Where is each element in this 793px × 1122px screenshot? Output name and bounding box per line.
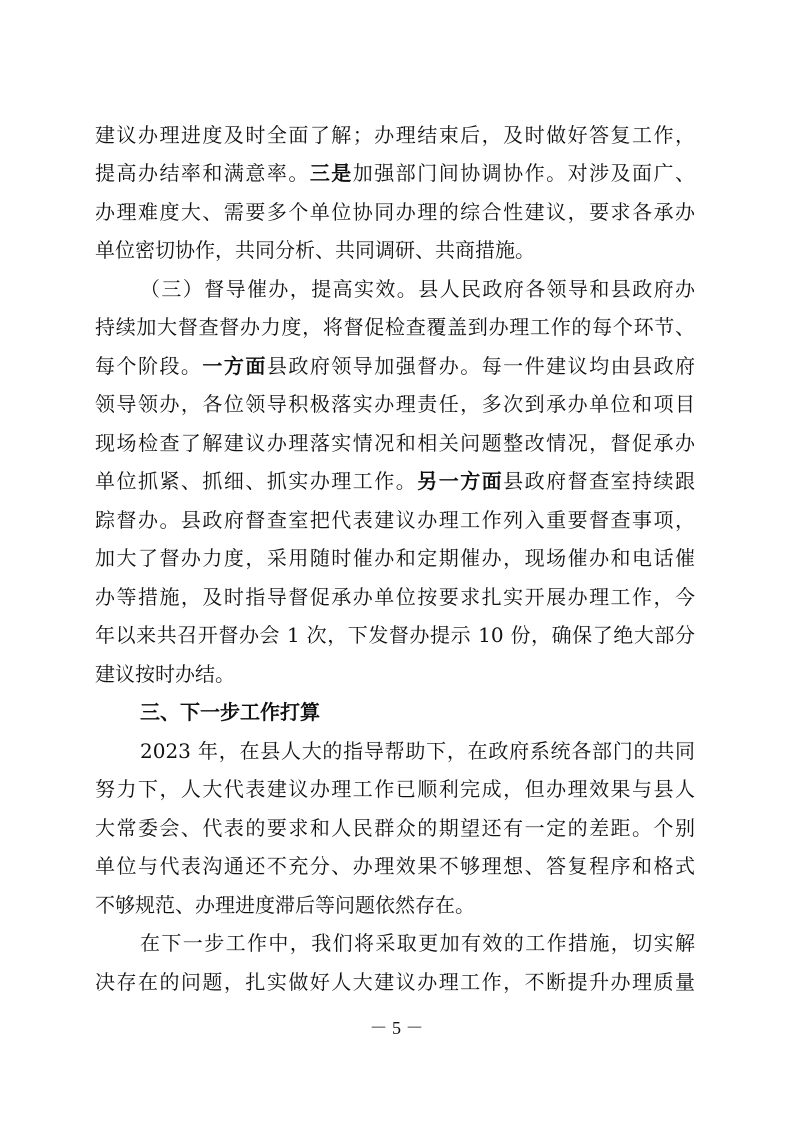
body-text-line	[95, 655, 695, 693]
body-text-line	[95, 539, 695, 577]
text-span: 办等措施，及时指导督促承办单位按要求扎实开展办理工作，今	[95, 585, 695, 609]
body-text-line	[95, 385, 695, 423]
text-span: 单位抓紧、抓细、抓实办理工作。	[95, 469, 418, 493]
body-text-line	[95, 578, 695, 616]
text-span: 县政府督查室持续跟	[503, 469, 696, 493]
text-span: 2023 年，在县人大的指导帮助下，在政府系统各部门的共同	[140, 739, 695, 763]
body-text-line	[95, 501, 695, 539]
text-span: 办理难度大、需要多个单位协同办理的综合性建议，要求各承办	[95, 200, 695, 224]
text-span: 加强部门间协调协作。对涉及面广、	[352, 161, 696, 185]
text-span: 建议办理进度及时全面了解；办理结束后，及时做好答复工作，	[95, 123, 695, 147]
body-text-line	[95, 886, 695, 924]
body-text-line	[95, 193, 695, 231]
body-text-line	[95, 308, 695, 346]
text-span: 大常委会、代表的要求和人民群众的期望还有一定的差距。个别	[95, 816, 695, 840]
section-heading: 三、下一步工作打算	[140, 700, 320, 724]
text-span: 县政府领导加强督办。每一件建议均由县政府	[266, 354, 696, 378]
body-text-line	[95, 462, 695, 500]
text-span: 现场检查了解建议办理落实情况和相关问题整改情况，督促承办	[95, 431, 695, 455]
text-span: 在下一步工作中，我们将采取更加有效的工作措施，切实解	[140, 931, 695, 955]
text-span: （三）督导催办，提高实效。县人民政府各领导和县政府办	[140, 277, 695, 301]
text-span: 单位密切协作，共同分析、共同调研、共商措施。	[95, 238, 535, 262]
page-number: － 5 －	[369, 1018, 424, 1038]
body-text-line	[95, 963, 695, 1001]
text-span: 加大了督办力度，采用随时催办和定期催办，现场催办和电话催	[95, 546, 695, 570]
text-span: 单位与代表沟通还不充分、办理效果不够理想、答复程序和格式	[95, 854, 695, 878]
body-text-line	[95, 231, 695, 269]
body-text-line	[140, 924, 695, 962]
text-span: 每个阶段。	[95, 354, 203, 378]
emphasis-keyword: 一方面	[202, 354, 267, 378]
text-span: 持续加大督查督办力度，将督促检查覆盖到办理工作的每个环节、	[95, 315, 695, 339]
body-text-line	[95, 616, 695, 654]
body-text-line	[95, 809, 695, 847]
body-text-line	[95, 424, 695, 462]
body-text-line	[95, 154, 695, 192]
text-span: 年以来共召开督办会 1 次，下发督办提示 10 份，确保了绝大部分	[95, 623, 695, 647]
emphasis-keyword: 另一方面	[417, 469, 504, 493]
text-span: 不够规范、办理进度滞后等问题依然存在。	[95, 893, 475, 917]
body-text-line	[95, 847, 695, 885]
text-span: 努力下，人大代表建议办理工作已顺利完成，但办理效果与县人	[95, 777, 695, 801]
body-text-line	[95, 116, 695, 154]
text-span: 踪督办。县政府督查室把代表建议办理工作列入重要督查事项，	[95, 508, 695, 532]
body-text-line	[95, 770, 695, 808]
body-text-line	[140, 270, 695, 308]
text-span: 领导领办，各位领导积极落实办理责任，多次到承办单位和项目	[95, 392, 695, 416]
emphasis-keyword: 三是	[309, 161, 353, 185]
body-text-line	[140, 732, 695, 770]
text-span: 建议按时办结。	[95, 662, 235, 686]
body-text-line	[95, 347, 695, 385]
text-span: 决存在的问题，扎实做好人大建议办理工作，不断提升办理质量	[95, 970, 695, 994]
text-span: 提高办结率和满意率。	[95, 161, 310, 185]
